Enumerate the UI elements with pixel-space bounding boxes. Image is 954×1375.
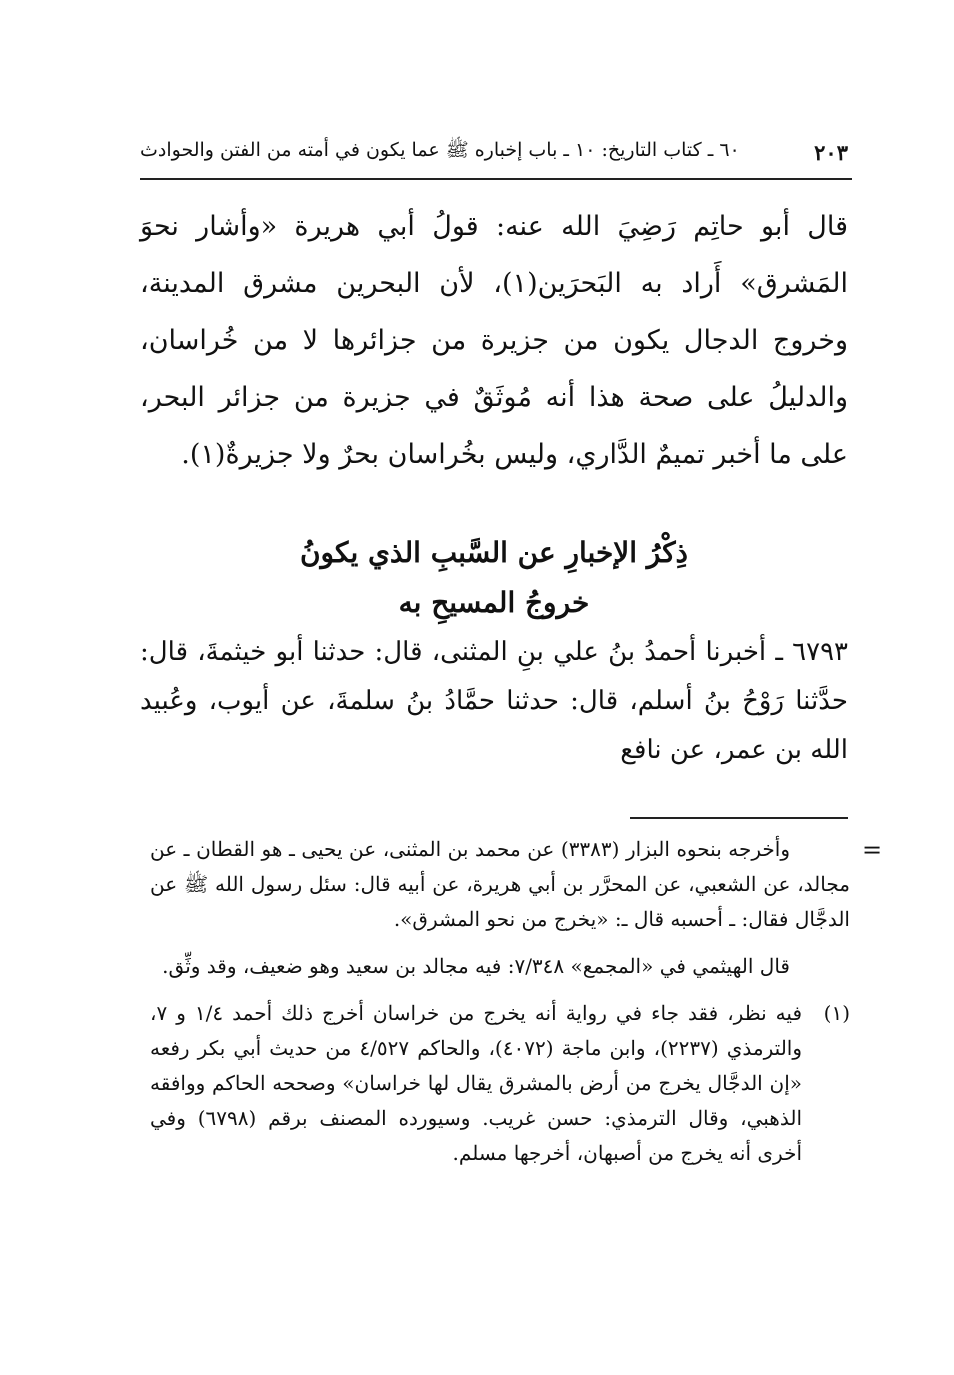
- section-heading-line2: خروجُ المسيحِ به: [398, 586, 590, 619]
- main-text: [140, 198, 848, 483]
- footnote-haythami: قال الهيثمي في «المجمع» ٧/٣٤٨: فيه مجالد بن سعيد وهو ضعيف، وقد وثِّق.: [162, 954, 790, 978]
- running-header: [140, 133, 848, 171]
- footnote-1-text: فيه نظر، فقد جاء في رواية أنه يخرج من خراسان أخرج ذلك أحمد ١/٤ و ٧، والترمذي (٢٢٣٧)، وابن ماجة (٤٠٧٢)، والحاكم ٤/٥٢٧ من حديث أبي بكر رفعه «إن الدجَّال يخرج من أرض بالمشرق يقال لها خراسان» وصححه الحاكم ووافقه الذهبي، وقال الترمذي: حسن غريب. وسيورده المصنف برقم (٦٧٩٨) وفي أخرى أنه يخرج من أصبهان، أخرجها مسلم.: [150, 1001, 803, 1165]
- section-heading-line1: ذِكْرُ الإخبارِ عن السَّببِ الذي يكونُ: [299, 536, 688, 569]
- commentary-paragraph: قال أبو حاتِم رَضِيَ الله عنه: قولُ أبي هريرة «وأشار نحوَ المَشرق» أَراد به البَحرَين(١)، لأن البحرين مشرق المدينة، وخروج الدجال يكون من جزيرة من جزائرها لا من خُراسان، والدليلُ على صحة هذا أنه مُوثَقٌ في جزيرة من جزائر البحر، على ما أخبر تميمٌ الدَّاري، وليس بخُراسان بحرٌ ولا جزيرةٌ(١).: [140, 211, 848, 470]
- footnote-continuation-mark: =: [862, 836, 883, 864]
- footnotes: [150, 832, 850, 1171]
- header-title: ٦٠ ـ كتاب التاريخ: ١٠ ـ باب إخباره ﷺ عما يكون في أمته من الفتن والحوادث: [140, 139, 740, 161]
- page-number: ٢٠٣: [814, 139, 848, 165]
- footnote-1: [150, 996, 850, 1171]
- footnote-1-number: (١): [823, 1001, 850, 1025]
- header-divider: [140, 178, 852, 180]
- footnote-continued: وأخرجه بنحوه البزار (٣٣٨٣) عن محمد بن المثنى، عن يحيى ـ هو القطان ـ عن مجالد، عن الشعبي، عن المحرَّر بن أبي هريرة، عن أبيه قال: سئل رسول الله ﷺ عن الدجَّال فقال: ـ أحسبه قال ـ: «يخرج من نحو المشرق».: [150, 837, 850, 931]
- section-heading: [140, 528, 848, 628]
- hadith-isnad: ٦٧٩٣ ـ أخبرنا أحمدُ بنُ علي بنِ المثنى، قال: حدثنا أبو خيثمةَ، قال: حدَّثنا رَوْحُ بنُ أسلم، قال: حدثنا حمَّادُ بنُ سلمةَ، عن أيوب، وعُبيد الله بن عمر، عن نافع: [140, 637, 848, 765]
- footnote-divider: [630, 817, 848, 819]
